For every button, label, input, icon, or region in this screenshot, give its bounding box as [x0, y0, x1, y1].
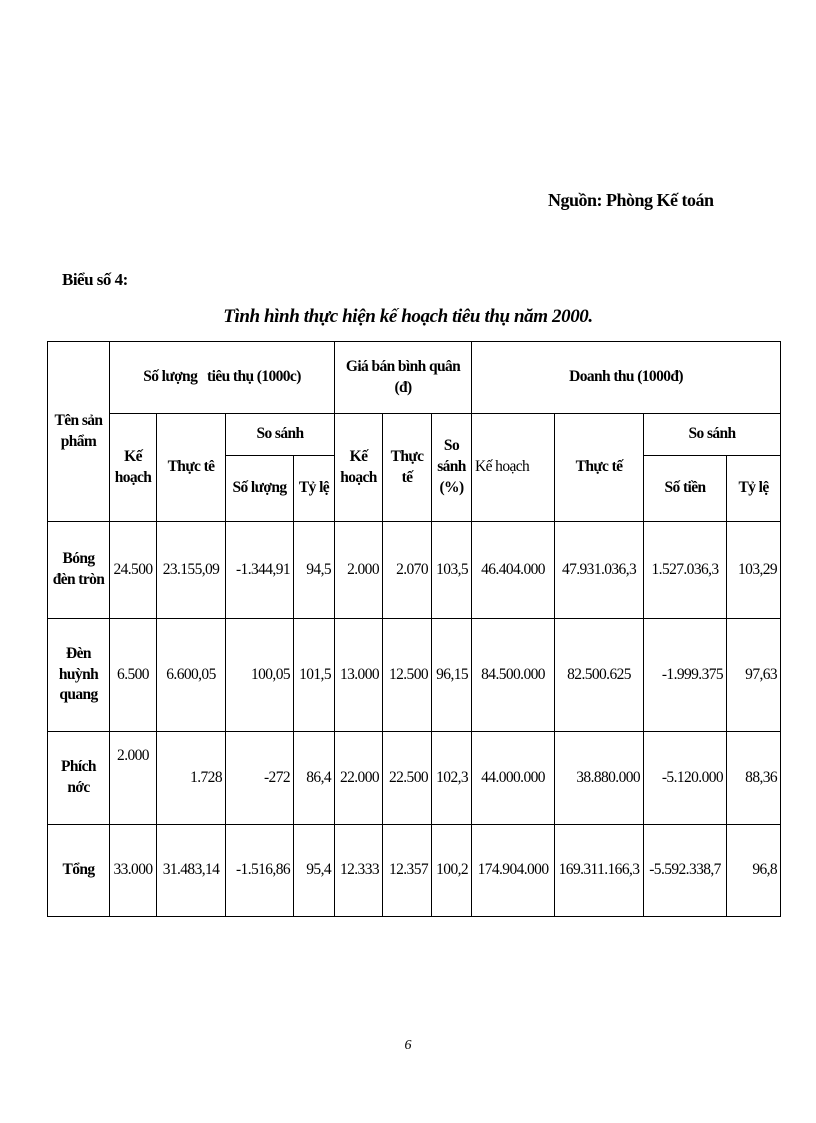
header-rev-compare: So sánh [644, 414, 781, 456]
header-qty-compare-amount: Số lượng [226, 456, 294, 522]
table-row [48, 619, 781, 732]
source-note: Nguồn: Phòng Kế toán [548, 190, 714, 210]
cell-price-pct: 100,2 [432, 825, 472, 917]
cell-rev-actual: 169.311.166,3 [555, 825, 644, 917]
cell-qty-ratio: 94,5 [294, 522, 335, 619]
header-product-name: Tên sản phẩm [48, 342, 110, 522]
cell-rev-plan: 46.404.000 [472, 522, 555, 619]
cell-rev-plan: 44.000.000 [472, 732, 555, 825]
cell-qty-ratio: 86,4 [294, 732, 335, 825]
header-qty-compare: So sánh [226, 414, 335, 456]
row-name: Đèn huỳnh quang [48, 619, 110, 732]
cell-price-actual: 22.500 [383, 732, 432, 825]
cell-rev-plan: 84.500.000 [472, 619, 555, 732]
cell-price-pct: 102,3 [432, 732, 472, 825]
cell-rev-diff: -5.592.338,7 [644, 825, 727, 917]
row-name: Phích nớc [48, 732, 110, 825]
doc-label: Biểu số 4: [62, 270, 128, 289]
cell-price-actual: 12.500 [383, 619, 432, 732]
header-quantity-group: Số lượng tiêu thụ (1000c) [110, 342, 335, 414]
cell-rev-ratio: 96,8 [727, 825, 781, 917]
cell-rev-actual: 82.500.625 [555, 619, 644, 732]
cell-rev-diff: -1.999.375 [644, 619, 727, 732]
cell-qty-diff: -1.516,86 [226, 825, 294, 917]
header-rev-ratio: Tỷ lệ [727, 456, 781, 522]
header-qty-ratio: Tỷ lệ [294, 456, 335, 522]
cell-qty-plan: 24.500 [110, 522, 157, 619]
cell-qty-ratio: 101,5 [294, 619, 335, 732]
header-price-group: Giá bán bình quân (đ) [335, 342, 472, 414]
cell-rev-ratio: 88,36 [727, 732, 781, 825]
cell-price-actual: 12.357 [383, 825, 432, 917]
cell-rev-diff: -5.120.000 [644, 732, 727, 825]
header-qty-plan: Kế hoạch [110, 414, 157, 522]
header-price-actual: Thực tế [383, 414, 432, 522]
cell-qty-plan: 2.000 [110, 732, 157, 825]
header-revenue-group: Doanh thu (1000đ) [472, 342, 781, 414]
cell-price-pct: 103,5 [432, 522, 472, 619]
cell-qty-actual: 23.155,09 [157, 522, 226, 619]
table-title: Tình hình thực hiện kế hoạch tiêu thụ năm 2000. [223, 306, 593, 327]
cell-rev-plan: 174.904.000 [472, 825, 555, 917]
cell-rev-actual: 38.880.000 [555, 732, 644, 825]
cell-price-plan: 22.000 [335, 732, 383, 825]
cell-qty-ratio: 95,4 [294, 825, 335, 917]
cell-price-plan: 2.000 [335, 522, 383, 619]
table-row [48, 732, 781, 825]
header-rev-actual: Thực tế [555, 414, 644, 522]
cell-price-actual: 2.070 [383, 522, 432, 619]
cell-qty-actual: 6.600,05 [157, 619, 226, 732]
cell-qty-diff: 100,05 [226, 619, 294, 732]
cell-qty-plan: 6.500 [110, 619, 157, 732]
page-number: 6 [404, 1038, 412, 1053]
cell-rev-actual: 47.931.036,3 [555, 522, 644, 619]
cell-price-plan: 12.333 [335, 825, 383, 917]
header-rev-plan: Kế hoạch [472, 414, 555, 522]
cell-qty-actual: 31.483,14 [157, 825, 226, 917]
row-name: Bóng đèn tròn [48, 522, 110, 619]
table-row [48, 522, 781, 619]
cell-qty-diff: -272 [226, 732, 294, 825]
cell-price-pct: 96,15 [432, 619, 472, 732]
cell-qty-actual: 1.728 [157, 732, 226, 825]
cell-qty-diff: -1.344,91 [226, 522, 294, 619]
header-qty-actual: Thực tê [157, 414, 226, 522]
row-name: Tổng [48, 825, 110, 917]
sales-plan-table [47, 341, 781, 917]
header-rev-compare-money: Số tiền [644, 456, 727, 522]
cell-rev-diff: 1.527.036,3 [644, 522, 727, 619]
table-row-total [48, 825, 781, 917]
cell-qty-plan: 33.000 [110, 825, 157, 917]
header-price-compare: So sánh (%) [432, 414, 472, 522]
header-price-plan: Kế hoạch [335, 414, 383, 522]
cell-price-plan: 13.000 [335, 619, 383, 732]
cell-rev-ratio: 103,29 [727, 522, 781, 619]
cell-rev-ratio: 97,63 [727, 619, 781, 732]
